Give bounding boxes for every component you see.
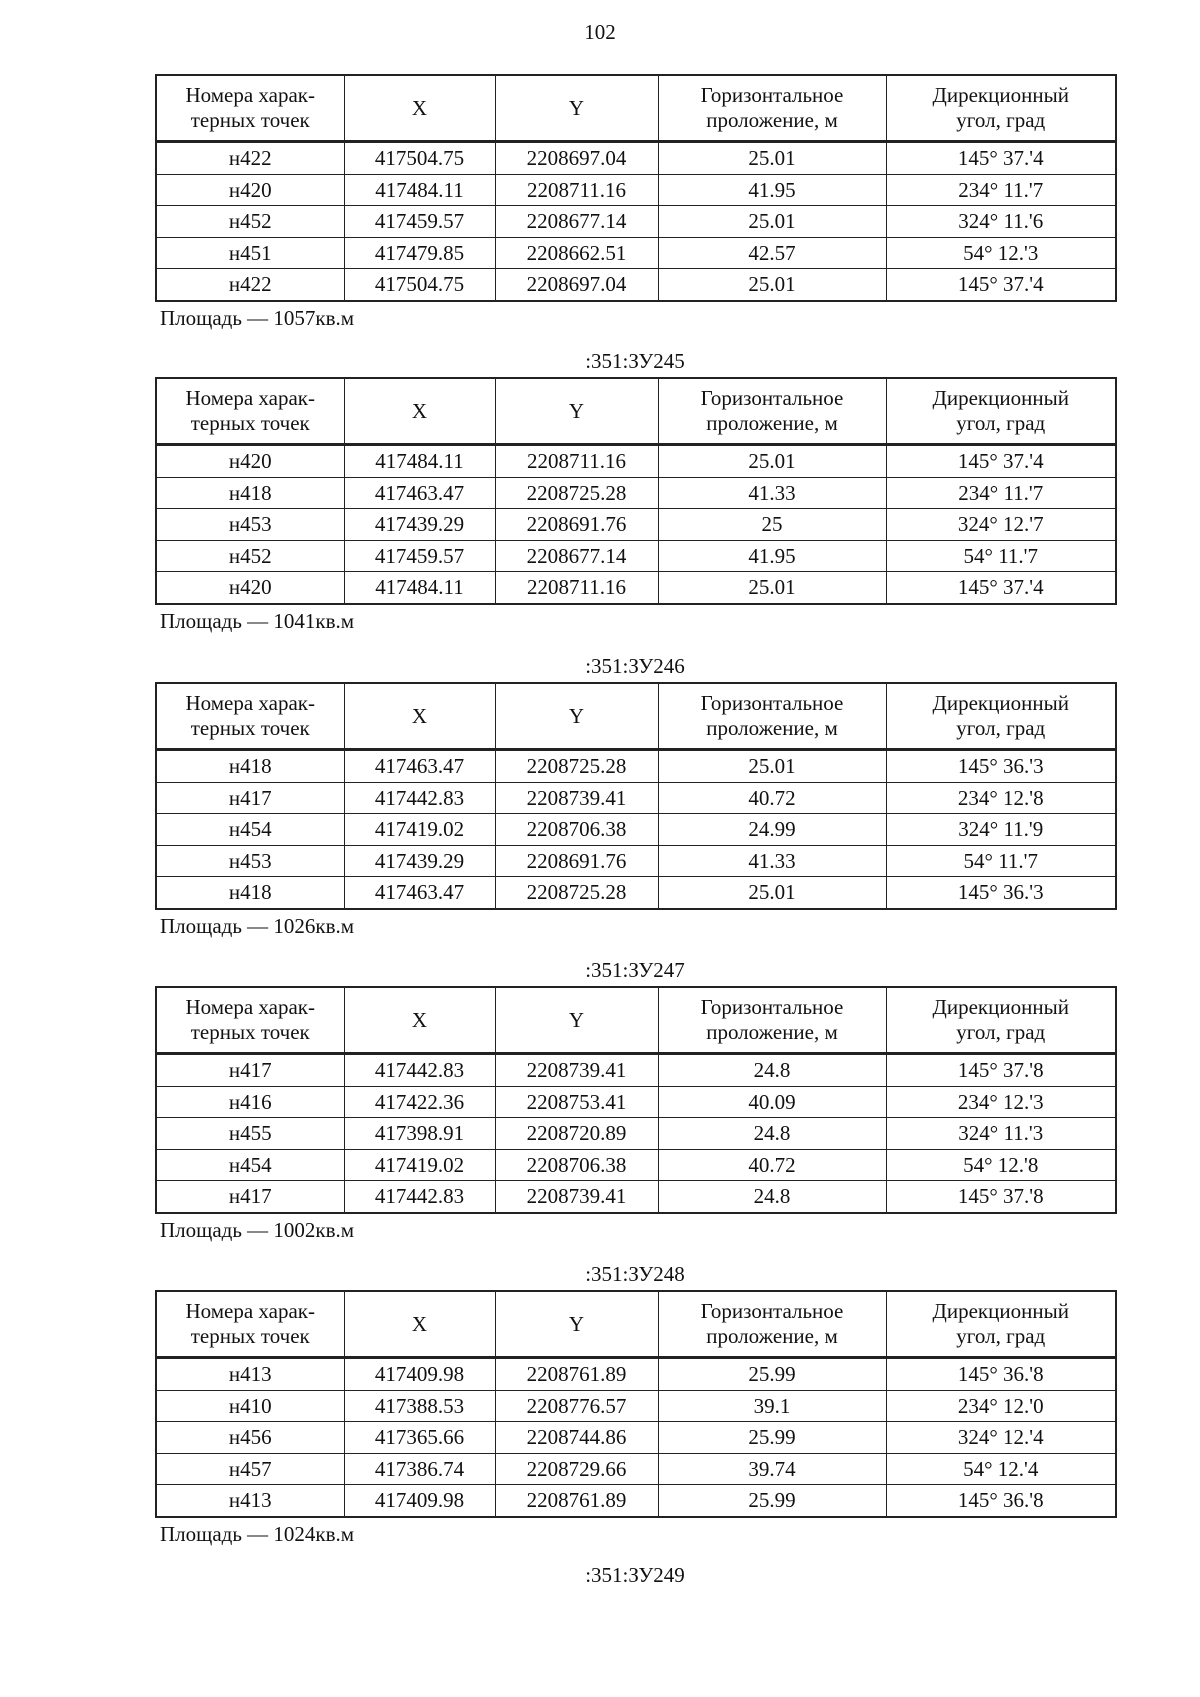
- coordinate-section: [155, 74, 1115, 332]
- x-cell: 417365.66: [344, 1422, 495, 1454]
- distance-cell: 25.99: [658, 1485, 886, 1517]
- x-cell: 417439.29: [344, 509, 495, 541]
- distance-cell: 24.99: [658, 814, 886, 846]
- header-x: X: [344, 987, 495, 1054]
- distance-cell: 40.72: [658, 1149, 886, 1181]
- header-distance: Горизонтальное проложение, м: [658, 1291, 886, 1358]
- x-cell: 417504.75: [344, 269, 495, 301]
- x-cell: 417388.53: [344, 1390, 495, 1422]
- section-title: :351:ЗУ247: [585, 958, 685, 982]
- distance-cell: 24.8: [658, 1118, 886, 1150]
- header-x: X: [344, 1291, 495, 1358]
- area-label: Площадь — 1041кв.м: [160, 608, 355, 633]
- area-label: Площадь — 1026кв.м: [160, 913, 355, 938]
- x-cell: 417484.11: [344, 174, 495, 206]
- distance-cell: 25: [658, 509, 886, 541]
- angle-cell: 324° 11.'3: [886, 1118, 1116, 1150]
- angle-cell: 234° 11.'7: [886, 174, 1116, 206]
- distance-cell: 24.8: [658, 1181, 886, 1213]
- y-cell: 2208753.41: [495, 1086, 658, 1118]
- point-id-cell: н420: [156, 174, 344, 206]
- angle-cell: 145° 36.'8: [886, 1485, 1116, 1517]
- header-distance: Горизонтальное проложение, м: [658, 378, 886, 445]
- angle-cell: 234° 12.'8: [886, 782, 1116, 814]
- angle-cell: 54° 12.'4: [886, 1453, 1116, 1485]
- table-row: [156, 1149, 1116, 1181]
- distance-cell: 40.09: [658, 1086, 886, 1118]
- table-row: [156, 1181, 1116, 1213]
- header-x: X: [344, 378, 495, 445]
- angle-cell: 54° 12.'8: [886, 1149, 1116, 1181]
- y-cell: 2208706.38: [495, 1149, 658, 1181]
- x-cell: 417409.98: [344, 1485, 495, 1517]
- point-id-cell: н418: [156, 877, 344, 909]
- x-cell: 417484.11: [344, 445, 495, 478]
- distance-cell: 39.74: [658, 1453, 886, 1485]
- angle-cell: 145° 36.'8: [886, 1358, 1116, 1391]
- angle-cell: 145° 37.'8: [886, 1054, 1116, 1087]
- distance-cell: 25.99: [658, 1358, 886, 1391]
- point-id-cell: н413: [156, 1485, 344, 1517]
- x-cell: 417422.36: [344, 1086, 495, 1118]
- distance-cell: 25.01: [658, 206, 886, 238]
- section-title: :351:ЗУ248: [585, 1262, 685, 1286]
- y-cell: 2208739.41: [495, 1181, 658, 1213]
- table-row: [156, 206, 1116, 238]
- table-row: [156, 1086, 1116, 1118]
- angle-cell: 234° 12.'3: [886, 1086, 1116, 1118]
- table-row: [156, 1054, 1116, 1087]
- section-title: :351:ЗУ246: [585, 654, 685, 678]
- point-id-cell: н453: [156, 509, 344, 541]
- distance-cell: 25.99: [658, 1422, 886, 1454]
- y-cell: 2208776.57: [495, 1390, 658, 1422]
- angle-cell: 324° 12.'4: [886, 1422, 1116, 1454]
- header-points: Номера харак- терных точек: [156, 378, 344, 445]
- angle-cell: 145° 36.'3: [886, 877, 1116, 909]
- coordinates-table: [155, 986, 1117, 1214]
- table-row: [156, 572, 1116, 604]
- table-row: [156, 1422, 1116, 1454]
- angle-cell: 234° 12.'0: [886, 1390, 1116, 1422]
- coordinate-section: [155, 349, 1115, 635]
- x-cell: 417386.74: [344, 1453, 495, 1485]
- coordinates-table: [155, 682, 1117, 910]
- angle-cell: 145° 36.'3: [886, 750, 1116, 783]
- header-y: Y: [495, 75, 658, 142]
- x-cell: 417442.83: [344, 1181, 495, 1213]
- distance-cell: 25.01: [658, 572, 886, 604]
- header-angle: Дирекционный угол, град: [886, 1291, 1116, 1358]
- header-x: X: [344, 75, 495, 142]
- distance-cell: 25.01: [658, 142, 886, 175]
- point-id-cell: н456: [156, 1422, 344, 1454]
- y-cell: 2208697.04: [495, 269, 658, 301]
- y-cell: 2208725.28: [495, 877, 658, 909]
- x-cell: 417439.29: [344, 845, 495, 877]
- point-id-cell: н417: [156, 1054, 344, 1087]
- next-section-title: :351:ЗУ249: [585, 1563, 685, 1587]
- distance-cell: 41.33: [658, 845, 886, 877]
- point-id-cell: н416: [156, 1086, 344, 1118]
- distance-cell: 25.01: [658, 750, 886, 783]
- header-row: [156, 75, 1116, 142]
- y-cell: 2208729.66: [495, 1453, 658, 1485]
- table-row: [156, 174, 1116, 206]
- x-cell: 417484.11: [344, 572, 495, 604]
- angle-cell: 145° 37.'4: [886, 269, 1116, 301]
- x-cell: 417463.47: [344, 877, 495, 909]
- point-id-cell: н457: [156, 1453, 344, 1485]
- angle-cell: 54° 11.'7: [886, 845, 1116, 877]
- header-points: Номера харак- терных точек: [156, 987, 344, 1054]
- point-id-cell: н420: [156, 572, 344, 604]
- header-angle: Дирекционный угол, град: [886, 75, 1116, 142]
- table-row: [156, 877, 1116, 909]
- angle-cell: 324° 11.'6: [886, 206, 1116, 238]
- y-cell: 2208662.51: [495, 237, 658, 269]
- y-cell: 2208677.14: [495, 540, 658, 572]
- header-angle: Дирекционный угол, град: [886, 683, 1116, 750]
- area-label: Площадь — 1057кв.м: [160, 305, 355, 330]
- y-cell: 2208761.89: [495, 1485, 658, 1517]
- y-cell: 2208711.16: [495, 572, 658, 604]
- point-id-cell: н455: [156, 1118, 344, 1150]
- table-row: [156, 445, 1116, 478]
- angle-cell: 145° 37.'4: [886, 572, 1116, 604]
- distance-cell: 41.33: [658, 477, 886, 509]
- x-cell: 417442.83: [344, 1054, 495, 1087]
- y-cell: 2208744.86: [495, 1422, 658, 1454]
- x-cell: 417463.47: [344, 477, 495, 509]
- distance-cell: 40.72: [658, 782, 886, 814]
- y-cell: 2208711.16: [495, 445, 658, 478]
- point-id-cell: н454: [156, 814, 344, 846]
- header-y: Y: [495, 683, 658, 750]
- point-id-cell: н418: [156, 750, 344, 783]
- header-y: Y: [495, 987, 658, 1054]
- table-row: [156, 1358, 1116, 1391]
- y-cell: 2208725.28: [495, 750, 658, 783]
- y-cell: 2208711.16: [495, 174, 658, 206]
- table-row: [156, 1453, 1116, 1485]
- table-row: [156, 1118, 1116, 1150]
- table-row: [156, 540, 1116, 572]
- table-row: [156, 1390, 1116, 1422]
- area-label: Площадь — 1024кв.м: [160, 1521, 355, 1546]
- y-cell: 2208739.41: [495, 1054, 658, 1087]
- table-row: [156, 509, 1116, 541]
- y-cell: 2208691.76: [495, 845, 658, 877]
- section-title: :351:ЗУ245: [585, 349, 685, 373]
- table-row: [156, 237, 1116, 269]
- distance-cell: 39.1: [658, 1390, 886, 1422]
- angle-cell: 54° 12.'3: [886, 237, 1116, 269]
- table-row: [156, 269, 1116, 301]
- distance-cell: 42.57: [658, 237, 886, 269]
- y-cell: 2208677.14: [495, 206, 658, 238]
- point-id-cell: н418: [156, 477, 344, 509]
- distance-cell: 24.8: [658, 1054, 886, 1087]
- point-id-cell: н417: [156, 1181, 344, 1213]
- x-cell: 417504.75: [344, 142, 495, 175]
- x-cell: 417398.91: [344, 1118, 495, 1150]
- table-row: [156, 1485, 1116, 1517]
- header-distance: Горизонтальное проложение, м: [658, 683, 886, 750]
- header-row: [156, 683, 1116, 750]
- point-id-cell: н422: [156, 269, 344, 301]
- y-cell: 2208761.89: [495, 1358, 658, 1391]
- header-y: Y: [495, 378, 658, 445]
- angle-cell: 145° 37.'4: [886, 142, 1116, 175]
- point-id-cell: н422: [156, 142, 344, 175]
- y-cell: 2208706.38: [495, 814, 658, 846]
- coordinates-table: [155, 74, 1117, 302]
- y-cell: 2208720.89: [495, 1118, 658, 1150]
- header-row: [156, 987, 1116, 1054]
- point-id-cell: н452: [156, 540, 344, 572]
- x-cell: 417463.47: [344, 750, 495, 783]
- coordinates-table: [155, 1290, 1117, 1518]
- table-row: [156, 142, 1116, 175]
- header-distance: Горизонтальное проложение, м: [658, 75, 886, 142]
- distance-cell: 25.01: [658, 269, 886, 301]
- point-id-cell: н410: [156, 1390, 344, 1422]
- header-x: X: [344, 683, 495, 750]
- coordinates-table: [155, 377, 1117, 605]
- table-row: [156, 845, 1116, 877]
- header-points: Номера харак- терных точек: [156, 683, 344, 750]
- y-cell: 2208697.04: [495, 142, 658, 175]
- y-cell: 2208725.28: [495, 477, 658, 509]
- header-distance: Горизонтальное проложение, м: [658, 987, 886, 1054]
- table-row: [156, 814, 1116, 846]
- x-cell: 417459.57: [344, 206, 495, 238]
- table-row: [156, 782, 1116, 814]
- header-angle: Дирекционный угол, град: [886, 378, 1116, 445]
- x-cell: 417442.83: [344, 782, 495, 814]
- distance-cell: 25.01: [658, 445, 886, 478]
- table-row: [156, 750, 1116, 783]
- header-angle: Дирекционный угол, град: [886, 987, 1116, 1054]
- header-points: Номера харак- терных точек: [156, 75, 344, 142]
- point-id-cell: н420: [156, 445, 344, 478]
- page-number: 102: [584, 20, 616, 44]
- angle-cell: 54° 11.'7: [886, 540, 1116, 572]
- coordinate-section: [155, 654, 1115, 940]
- point-id-cell: н452: [156, 206, 344, 238]
- angle-cell: 324° 11.'9: [886, 814, 1116, 846]
- coordinate-section: [155, 958, 1115, 1244]
- angle-cell: 234° 11.'7: [886, 477, 1116, 509]
- angle-cell: 324° 12.'7: [886, 509, 1116, 541]
- x-cell: 417479.85: [344, 237, 495, 269]
- distance-cell: 41.95: [658, 540, 886, 572]
- point-id-cell: н453: [156, 845, 344, 877]
- x-cell: 417409.98: [344, 1358, 495, 1391]
- y-cell: 2208691.76: [495, 509, 658, 541]
- area-label: Площадь — 1002кв.м: [160, 1217, 355, 1242]
- table-row: [156, 477, 1116, 509]
- point-id-cell: н454: [156, 1149, 344, 1181]
- distance-cell: 41.95: [658, 174, 886, 206]
- x-cell: 417419.02: [344, 1149, 495, 1181]
- coordinate-section: [155, 1262, 1115, 1548]
- header-row: [156, 378, 1116, 445]
- point-id-cell: н417: [156, 782, 344, 814]
- point-id-cell: н451: [156, 237, 344, 269]
- header-points: Номера харак- терных точек: [156, 1291, 344, 1358]
- angle-cell: 145° 37.'4: [886, 445, 1116, 478]
- point-id-cell: н413: [156, 1358, 344, 1391]
- x-cell: 417459.57: [344, 540, 495, 572]
- x-cell: 417419.02: [344, 814, 495, 846]
- header-y: Y: [495, 1291, 658, 1358]
- header-row: [156, 1291, 1116, 1358]
- y-cell: 2208739.41: [495, 782, 658, 814]
- distance-cell: 25.01: [658, 877, 886, 909]
- angle-cell: 145° 37.'8: [886, 1181, 1116, 1213]
